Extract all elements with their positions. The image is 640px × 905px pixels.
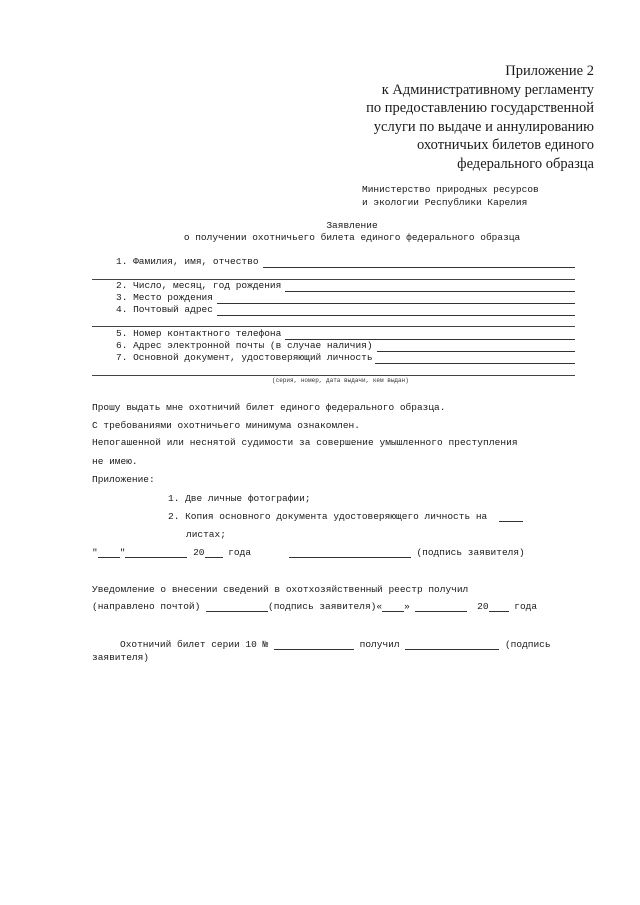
birth-date-input-line[interactable] — [285, 280, 575, 292]
criminal-record-text: Непогашенной или неснятой судимости за совершение умышленного преступления — [92, 437, 518, 448]
criminal-record-text-end: не имею. — [92, 456, 138, 467]
year-word: года — [228, 547, 252, 558]
notice-year-input-line[interactable] — [489, 601, 509, 612]
signature-input-line[interactable] — [289, 547, 411, 558]
notice-year-prefix: 20 — [477, 601, 489, 612]
ticket-signature-input-line[interactable] — [405, 639, 499, 650]
attachment-label: Приложение: — [92, 474, 155, 485]
header-line-3: по предоставлению государственной — [366, 100, 594, 116]
field-full-name-label: 1. Фамилия, имя, отчество — [116, 256, 259, 267]
notice-close-quote: » — [404, 601, 410, 612]
field-postal-address-label: 4. Почтовый адрес — [116, 304, 213, 315]
ministry-line-2: и экологии Республики Карелия — [362, 197, 528, 208]
identity-document-hint: (серия, номер, дата выдачи, кем выдан) — [272, 377, 409, 384]
field-phone-label: 5. Номер контактного телефона — [116, 328, 282, 339]
date-close-quote: " — [119, 547, 126, 558]
notice-day-input-line[interactable] — [382, 601, 404, 612]
ticket-signature-caption-cont: заявителя) — [92, 652, 150, 663]
attachment-item-copy-cont: листах; — [186, 529, 226, 540]
form-subtitle: о получении охотничьего билета единого федерального образца — [183, 232, 521, 243]
field-postal-address — [116, 304, 575, 316]
field-birth-date — [116, 280, 575, 292]
birth-place-input-line[interactable] — [217, 292, 575, 304]
header-line-1: Приложение 2 — [505, 63, 594, 79]
pages-count-input-line[interactable] — [499, 511, 523, 522]
ticket-received-text: получил — [359, 639, 400, 650]
attachment-item-copy-label: 2. Копия основного документа удостоверяющего личность на — [168, 511, 488, 522]
field-birth-date-label: 2. Число, месяц, год рождения — [116, 280, 282, 291]
request-text: Прошу выдать мне охотничий билет единого федерального образца. — [92, 402, 446, 413]
phone-input-line[interactable] — [285, 328, 575, 340]
date-open-quote: " — [92, 547, 98, 558]
notice-month-input-line[interactable] — [415, 601, 467, 612]
signature-caption: (подпись заявителя) — [416, 547, 525, 558]
email-input-line[interactable] — [377, 340, 575, 352]
field-birth-place-label: 3. Место рождения — [116, 292, 213, 303]
header-line-2: к Административному регламенту — [381, 81, 594, 98]
appendix-header — [294, 62, 594, 173]
month-input-line[interactable] — [125, 547, 187, 558]
attachment-item-copy — [168, 511, 523, 522]
form-title: Заявление — [326, 220, 378, 231]
day-input-line[interactable] — [98, 547, 120, 558]
field-email-label: 6. Адрес электронной почты (в случае наличия) — [116, 340, 373, 351]
field-birth-place — [116, 292, 575, 304]
sent-by-mail-text: (направлено почтой) — [92, 601, 201, 612]
attachment-item-photos: 1. Две личные фотографии; — [168, 493, 311, 504]
notice-signature-caption: (подпись заявителя)« — [268, 601, 383, 612]
field-full-name — [116, 256, 575, 268]
year-prefix: 20 — [193, 547, 205, 558]
header-line-5: охотничьих билетов единого — [417, 137, 594, 153]
field-email — [116, 340, 575, 352]
field-identity-document-label: 7. Основной документ, удостоверяющий личность — [116, 352, 373, 363]
ticket-received-row — [120, 639, 551, 650]
registry-notice-text: Уведомление о внесении сведений в охотхозяйственный реестр получил — [92, 584, 469, 595]
field-phone — [116, 328, 575, 340]
header-line-6: федерального образца — [457, 155, 594, 172]
year-input-line[interactable] — [205, 547, 223, 558]
identity-document-input-line-2[interactable] — [92, 375, 575, 376]
ticket-number-input-line[interactable] — [274, 639, 354, 650]
postal-address-input-line[interactable] — [217, 304, 575, 316]
notice-year-word: года — [514, 601, 538, 612]
ticket-signature-caption: (подпись — [504, 639, 551, 650]
acknowledgement-text: С требованиями охотничьего минимума ознакомлен. — [92, 420, 360, 431]
divider-line — [92, 326, 575, 327]
header-line-4: услуги по выдаче и аннулированию — [373, 118, 594, 135]
ministry-block — [362, 183, 539, 209]
full-name-input-line[interactable] — [263, 256, 575, 268]
registry-notice-row — [92, 601, 537, 612]
ticket-series-text: Охотничий билет серии 10 № — [120, 639, 269, 650]
identity-document-input-line[interactable] — [375, 352, 575, 364]
notice-signature-input-line[interactable] — [206, 601, 268, 612]
ministry-line-1: Министерство природных ресурсов — [362, 184, 539, 195]
field-identity-document — [116, 352, 575, 364]
date-signature-row — [92, 547, 525, 558]
